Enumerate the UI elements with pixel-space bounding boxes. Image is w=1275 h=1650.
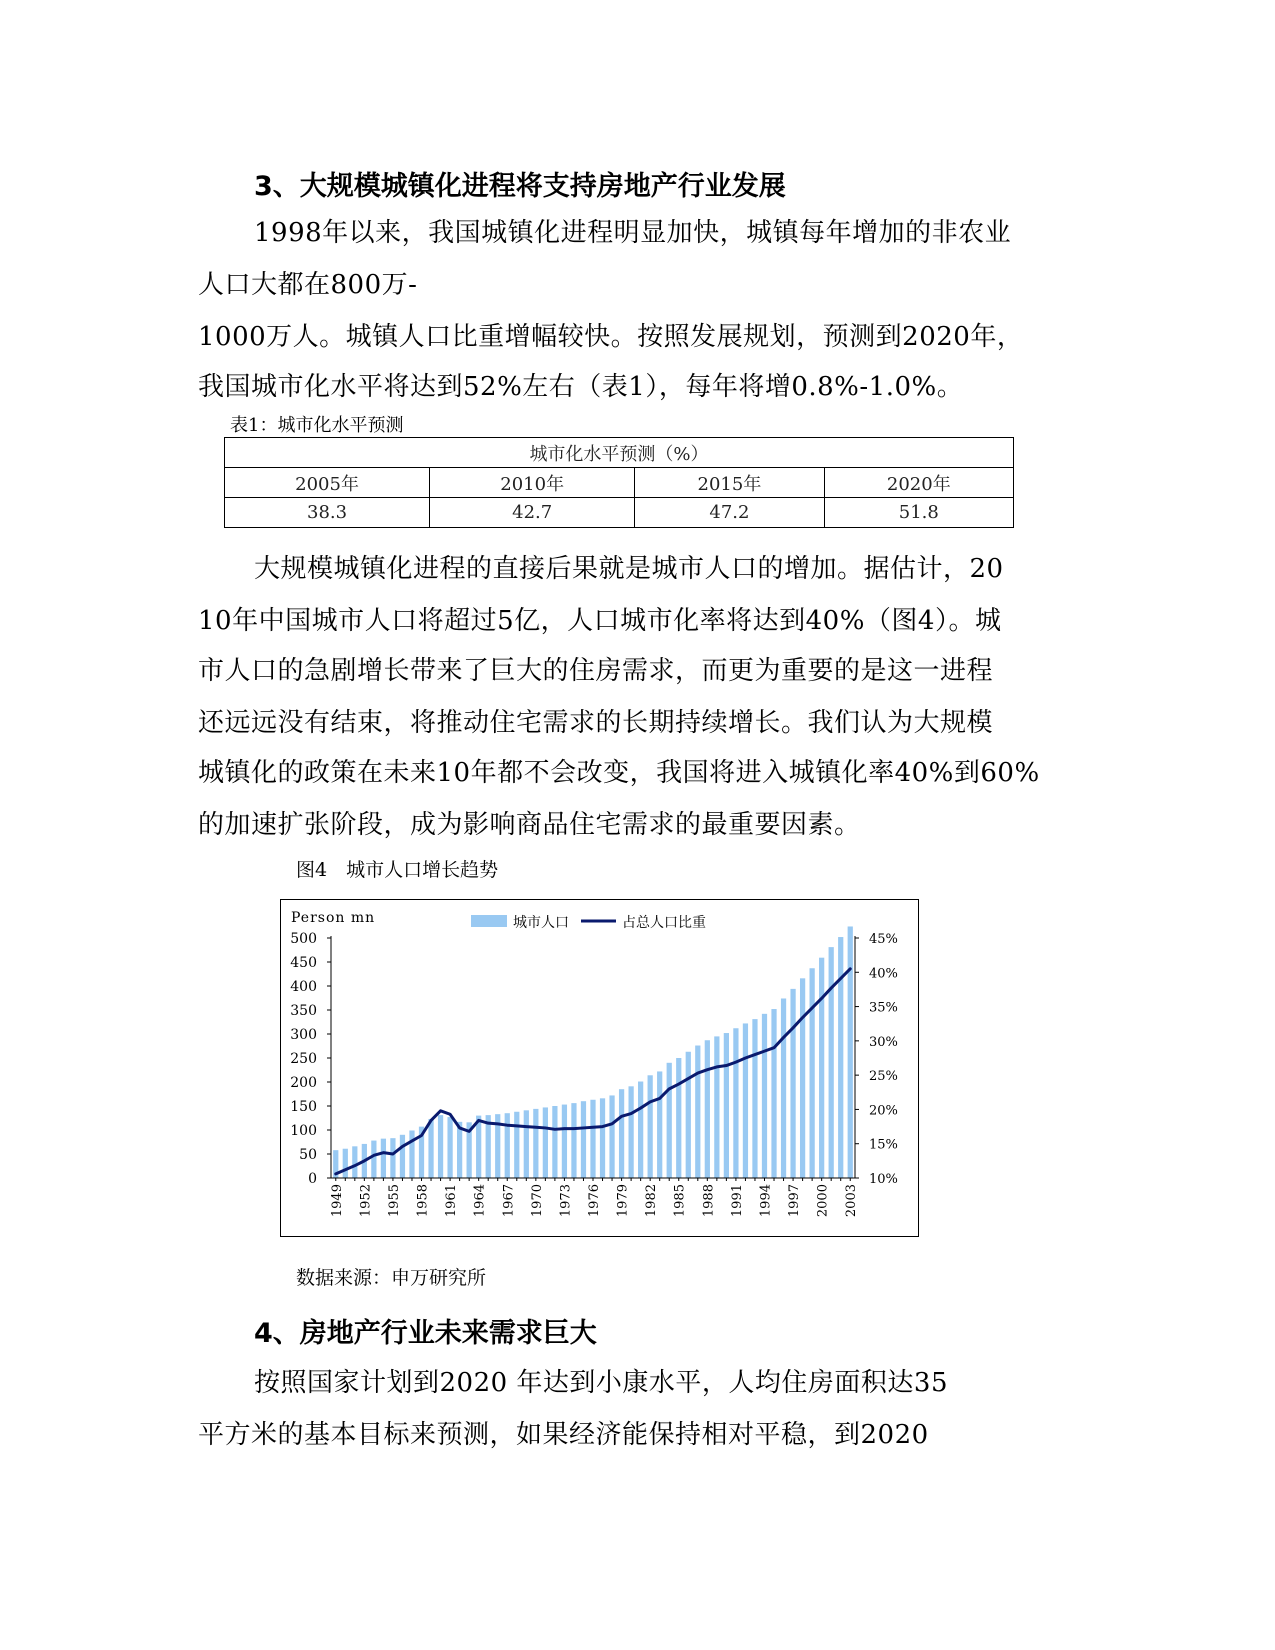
urbanization-forecast-table [224, 437, 1014, 528]
bar-1989 [714, 1036, 719, 1178]
legend-bar-swatch [471, 915, 507, 927]
bar-1961 [447, 1117, 452, 1178]
table-value-row [225, 498, 1014, 528]
left-tick-label: 250 [290, 1051, 317, 1067]
bar-1991 [733, 1028, 738, 1178]
x-tick-label: 1967 [501, 1184, 517, 1218]
bar-1984 [667, 1063, 672, 1178]
table-header-cell: 2015年 [635, 468, 824, 498]
left-tick-label: 50 [299, 1147, 317, 1163]
bar-1985 [676, 1058, 681, 1178]
bar-1990 [724, 1033, 729, 1178]
bar-1981 [638, 1082, 643, 1178]
x-tick-label: 1970 [529, 1184, 545, 1218]
bar-1956 [400, 1135, 405, 1178]
left-tick-label: 400 [290, 979, 317, 995]
bar-2001 [829, 947, 834, 1178]
bar-1973 [562, 1105, 567, 1178]
bar-1969 [524, 1110, 529, 1178]
right-tick-label: 30% [869, 1034, 898, 1050]
bar-1964 [476, 1116, 481, 1178]
bar-2003 [848, 926, 853, 1178]
x-tick-label: 1949 [329, 1184, 345, 1218]
x-tick-label: 2000 [815, 1184, 831, 1218]
x-tick-label: 1997 [787, 1184, 803, 1218]
bar-1970 [533, 1109, 538, 1178]
bar-1992 [743, 1023, 748, 1178]
bar-1994 [762, 1014, 767, 1178]
bar-1957 [409, 1130, 414, 1178]
bar-1951 [352, 1146, 357, 1178]
table-header-row [225, 468, 1014, 498]
figure-caption: 图4 城市人口增长趋势 [296, 859, 499, 881]
bar-1995 [771, 1009, 776, 1178]
left-tick-label: 350 [290, 1003, 317, 1019]
left-tick-label: 0 [308, 1171, 317, 1187]
bar-1953 [371, 1141, 376, 1178]
table-header-cell: 2005年 [225, 468, 430, 498]
right-tick-label: 20% [869, 1103, 898, 1119]
table-value-cell: 38.3 [225, 498, 430, 528]
right-tick-label: 25% [869, 1069, 898, 1085]
left-tick-label: 300 [290, 1027, 317, 1043]
table-header-cell: 2010年 [430, 468, 635, 498]
bar-1976 [590, 1100, 595, 1178]
bar-1986 [686, 1052, 691, 1178]
paragraph-1-line-1: 1998年以来，我国城镇化进程明显加快，城镇每年增加的非农业 [254, 218, 1012, 248]
bar-1987 [695, 1046, 700, 1178]
paragraph-2-line-3: 市人口的急剧增长带来了巨大的住房需求，而更为重要的是这一进程 [198, 656, 994, 686]
bar-2000 [819, 958, 824, 1178]
bar-1980 [628, 1086, 633, 1178]
x-tick-label: 1952 [358, 1184, 374, 1218]
urban-population-chart [280, 899, 919, 1237]
bar-1955 [390, 1138, 395, 1178]
x-tick-label: 1964 [472, 1184, 488, 1218]
x-tick-label: 1994 [758, 1184, 774, 1218]
bar-1997 [790, 989, 795, 1178]
bar-1950 [343, 1149, 348, 1178]
x-tick-label: 1979 [615, 1184, 631, 1218]
x-tick-label: 1985 [672, 1184, 688, 1218]
left-tick-label: 150 [290, 1099, 317, 1115]
x-tick-label: 1973 [558, 1184, 574, 1218]
data-source: 数据来源：申万研究所 [296, 1267, 487, 1289]
section-4-line-1: 按照国家计划到2020 年达到小康水平，人均住房面积达35 [254, 1368, 949, 1398]
bar-1971 [543, 1107, 548, 1178]
paragraph-2-line-5: 城镇化的政策在未来10年都不会改变，我国将进入城镇化率40%到60% [198, 758, 1040, 788]
table-title-row [225, 438, 1014, 468]
x-tick-label: 1955 [386, 1184, 402, 1218]
x-tick-label: 1961 [444, 1184, 460, 1218]
bar-1993 [752, 1019, 757, 1178]
paragraph-2-line-1: 大规模城镇化进程的直接后果就是城市人口的增加。据估计，20 [254, 554, 1004, 584]
right-tick-label: 15% [869, 1137, 898, 1153]
bar-1960 [438, 1115, 443, 1178]
bar-1967 [505, 1113, 510, 1178]
right-tick-label: 10% [869, 1172, 898, 1187]
right-tick-label: 45% [869, 932, 898, 947]
section-3-heading: 3、大规模城镇化进程将支持房地产行业发展 [254, 171, 786, 202]
table-caption: 表1：城市化水平预测 [230, 415, 404, 436]
bar-1982 [648, 1075, 653, 1178]
table-value-cell: 51.8 [824, 498, 1013, 528]
table-header-cell: 2020年 [824, 468, 1013, 498]
bar-1979 [619, 1089, 624, 1178]
table-value-cell: 47.2 [635, 498, 824, 528]
paragraph-1-line-4: 我国城市化水平将达到52%左右（表1），每年将增0.8%-1.0%。 [198, 372, 964, 402]
paragraph-1-line-3: 1000万人。城镇人口比重增幅较快。按照发展规划，预测到2020年， [198, 322, 1024, 352]
paragraph-2-line-4: 还远远没有结束，将推动住宅需求的长期持续增长。我们认为大规模 [198, 708, 994, 738]
bar-1962 [457, 1122, 462, 1178]
bar-1959 [428, 1119, 433, 1178]
section-4-line-2: 平方米的基本目标来预测，如果经济能保持相对平稳，到2020 [198, 1420, 929, 1450]
bar-1968 [514, 1112, 519, 1178]
bar-1975 [581, 1101, 586, 1178]
legend-bar-label: 城市人口 [513, 915, 569, 931]
paragraph-2-line-6: 的加速扩张阶段，成为影响商品住宅需求的最重要因素。 [198, 810, 861, 840]
left-tick-label: 450 [290, 955, 317, 971]
y-axis-label: Person mn [291, 910, 376, 926]
left-tick-label: 500 [290, 931, 317, 947]
paragraph-1-line-2: 人口大都在800万- [198, 270, 418, 300]
bar-1978 [609, 1095, 614, 1178]
table-title: 城市化水平预测（%） [225, 438, 1014, 468]
bar-1983 [657, 1071, 662, 1178]
x-tick-label: 1958 [415, 1184, 431, 1218]
x-tick-label: 2003 [844, 1184, 860, 1218]
bar-1998 [800, 978, 805, 1178]
x-tick-label: 1988 [701, 1184, 717, 1218]
left-tick-label: 200 [290, 1075, 317, 1091]
x-tick-label: 1982 [644, 1184, 660, 1218]
legend-line-label: 占总人口比重 [622, 915, 706, 931]
x-tick-label: 1976 [587, 1184, 602, 1218]
bar-1972 [552, 1106, 557, 1178]
bar-1974 [571, 1103, 576, 1178]
bar-1999 [810, 968, 815, 1178]
bar-1977 [600, 1098, 605, 1178]
x-tick-label: 1991 [729, 1184, 745, 1218]
bar-2002 [838, 937, 843, 1178]
section-4-heading: 4、房地产行业未来需求巨大 [254, 1318, 597, 1349]
paragraph-2-line-2: 10年中国城市人口将超过5亿，人口城市化率将达到40%（图4）。城 [198, 606, 1002, 636]
bar-1988 [705, 1040, 710, 1178]
table-value-cell: 42.7 [430, 498, 635, 528]
chart-svg [281, 900, 918, 1236]
left-tick-label: 100 [290, 1123, 317, 1139]
bar-1996 [781, 998, 786, 1178]
right-tick-label: 35% [869, 1000, 898, 1016]
right-tick-label: 40% [869, 966, 898, 982]
bar-1954 [381, 1139, 386, 1178]
